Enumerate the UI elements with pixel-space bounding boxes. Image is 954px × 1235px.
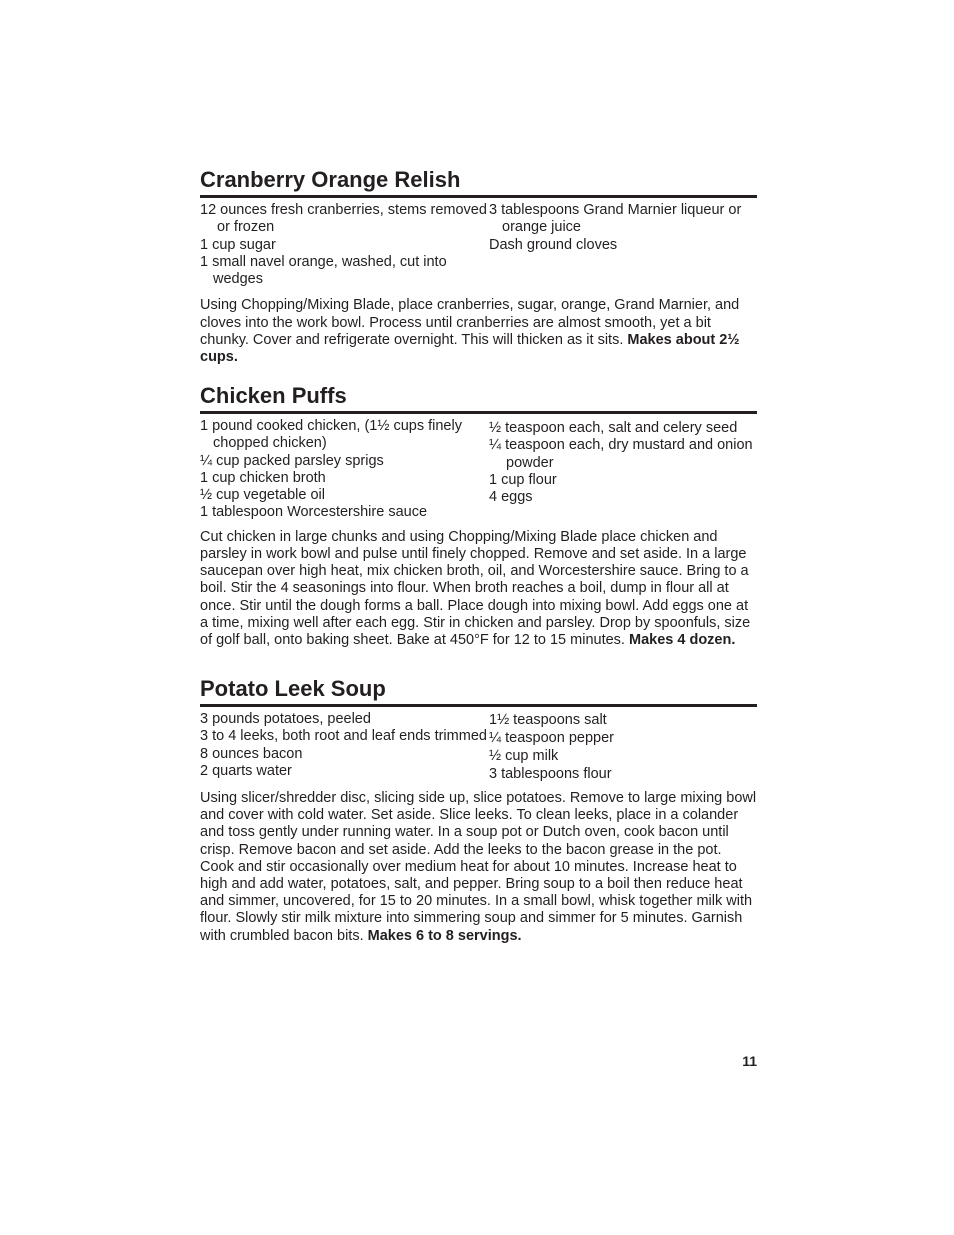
recipe-potato-leek-soup xyxy=(200,676,757,945)
ingredient-item: ½ cup milk xyxy=(489,748,559,764)
ingredients-column-right xyxy=(489,202,757,288)
directions-text: Using Chopping/Mixing Blade, place cranberries, sugar, orange, Grand Marnier, and cloves into the work bowl. Process until cranberries are almost smooth, yet a bit chunky. Cover and refrigerate overnight. This will thicken as it sits. xyxy=(200,297,740,348)
ingredient-item: ¼ teaspoon pepper xyxy=(489,730,614,746)
ingredient-item: 3 tablespoons flour xyxy=(489,766,612,782)
ingredient-item: 1 tablespoon Worcestershire sauce xyxy=(200,504,428,521)
recipe-directions xyxy=(200,529,757,649)
ingredient-item: 3 to 4 leeks, both root and leaf ends trimmed xyxy=(200,728,487,745)
ingredients-list xyxy=(200,711,757,783)
ingredient-item: 2 quarts water xyxy=(200,762,292,779)
ingredient-item: 1 cup chicken broth xyxy=(200,469,326,486)
directions-text: Cut chicken in large chunks and using Chopping/Mixing Blade place chicken and parsley in work bowl and pulse until finely chopped. Remove and set aside. In a large saucepan over high heat, mix chicken broth, oil, and Worcestershire sauce. Bring to a boil. Stir the 4 seasonings into flour. When broth reaches a boil, dump in flour all at once. Stir until the dough forms a ball. Place dough into mixing bowl. Add eggs one at a time, mixing well after each egg. Stir in chicken and parsley. Drop by spoonfuls, size of golf ball, onto baking sheet. Bake at 450°F for 12 to 15 minutes. xyxy=(200,528,751,648)
ingredient-item: ½ cup vegetable oil xyxy=(200,487,325,504)
ingredient-item: 1 small navel orange, washed, cut into wedges xyxy=(200,253,447,288)
ingredients-column-left xyxy=(200,418,489,522)
ingredient-item: ¼ teaspoon each, dry mustard and onion powder xyxy=(489,437,753,471)
recipe-title: Potato Leek Soup xyxy=(200,676,757,707)
recipe-chicken-puffs xyxy=(200,383,757,649)
ingredient-item: 3 tablespoons Grand Marnier liqueur or orange juice xyxy=(489,202,742,236)
ingredient-item: 1 cup flour xyxy=(489,471,557,488)
ingredients-list xyxy=(200,418,757,522)
ingredient-item: 1 cup sugar xyxy=(200,236,276,253)
ingredient-item: Dash ground cloves xyxy=(489,236,618,253)
ingredients-column-right xyxy=(489,418,757,522)
ingredients-column-left xyxy=(200,202,489,288)
recipe-directions xyxy=(200,297,757,366)
recipe-directions xyxy=(200,790,757,945)
recipe-title: Chicken Puffs xyxy=(200,383,757,414)
ingredient-item: 1 pound cooked chicken, (1½ cups finely chopped chicken) xyxy=(200,418,462,452)
page-number: 11 xyxy=(742,1053,757,1069)
ingredient-item: 3 pounds potatoes, peeled xyxy=(200,711,371,727)
recipe-yield: Makes about 2½ cups. xyxy=(200,331,740,366)
ingredient-item: ¼ cup packed parsley sprigs xyxy=(200,452,384,469)
ingredient-item: 1½ teaspoons salt xyxy=(489,712,607,728)
ingredient-item: 12 ounces fresh cranberries, stems removed or frozen xyxy=(200,202,487,236)
ingredient-item: ½ teaspoon each, salt and celery seed xyxy=(489,420,738,436)
recipe-yield: Makes 6 to 8 servings. xyxy=(367,927,522,944)
ingredients-column-right xyxy=(489,711,757,783)
recipe-title: Cranberry Orange Relish xyxy=(200,167,757,198)
ingredient-item: 4 eggs xyxy=(489,489,533,506)
recipe-cranberry-orange-relish xyxy=(200,167,757,366)
recipe-yield: Makes 4 dozen. xyxy=(629,632,736,648)
ingredient-item: 8 ounces bacon xyxy=(200,745,303,762)
directions-text: Using slicer/shredder disc, slicing side up, slice potatoes. Remove to large mixing bowl and cover with cold water. Set aside. Slice leeks. To clean leeks, place in a colander and toss gently under running water. In a soup pot or Dutch oven, cook bacon until crisp. Remove bacon and set aside. Add the leeks to the bacon grease in the pot. Cook and stir occasionally over medium heat for about 10 minutes. Increase heat to high and add water, potatoes, salt, and pepper. Bring soup to a boil then reduce heat and simmer, uncovered, for 15 to 20 minutes. In a small bowl, whisk together milk with flour. Slowly stir milk mixture into simmering soup and simmer for 5 minutes. Garnish with crumbled bacon bits. xyxy=(200,790,757,944)
ingredients-column-left xyxy=(200,711,489,783)
ingredients-list xyxy=(200,202,757,288)
